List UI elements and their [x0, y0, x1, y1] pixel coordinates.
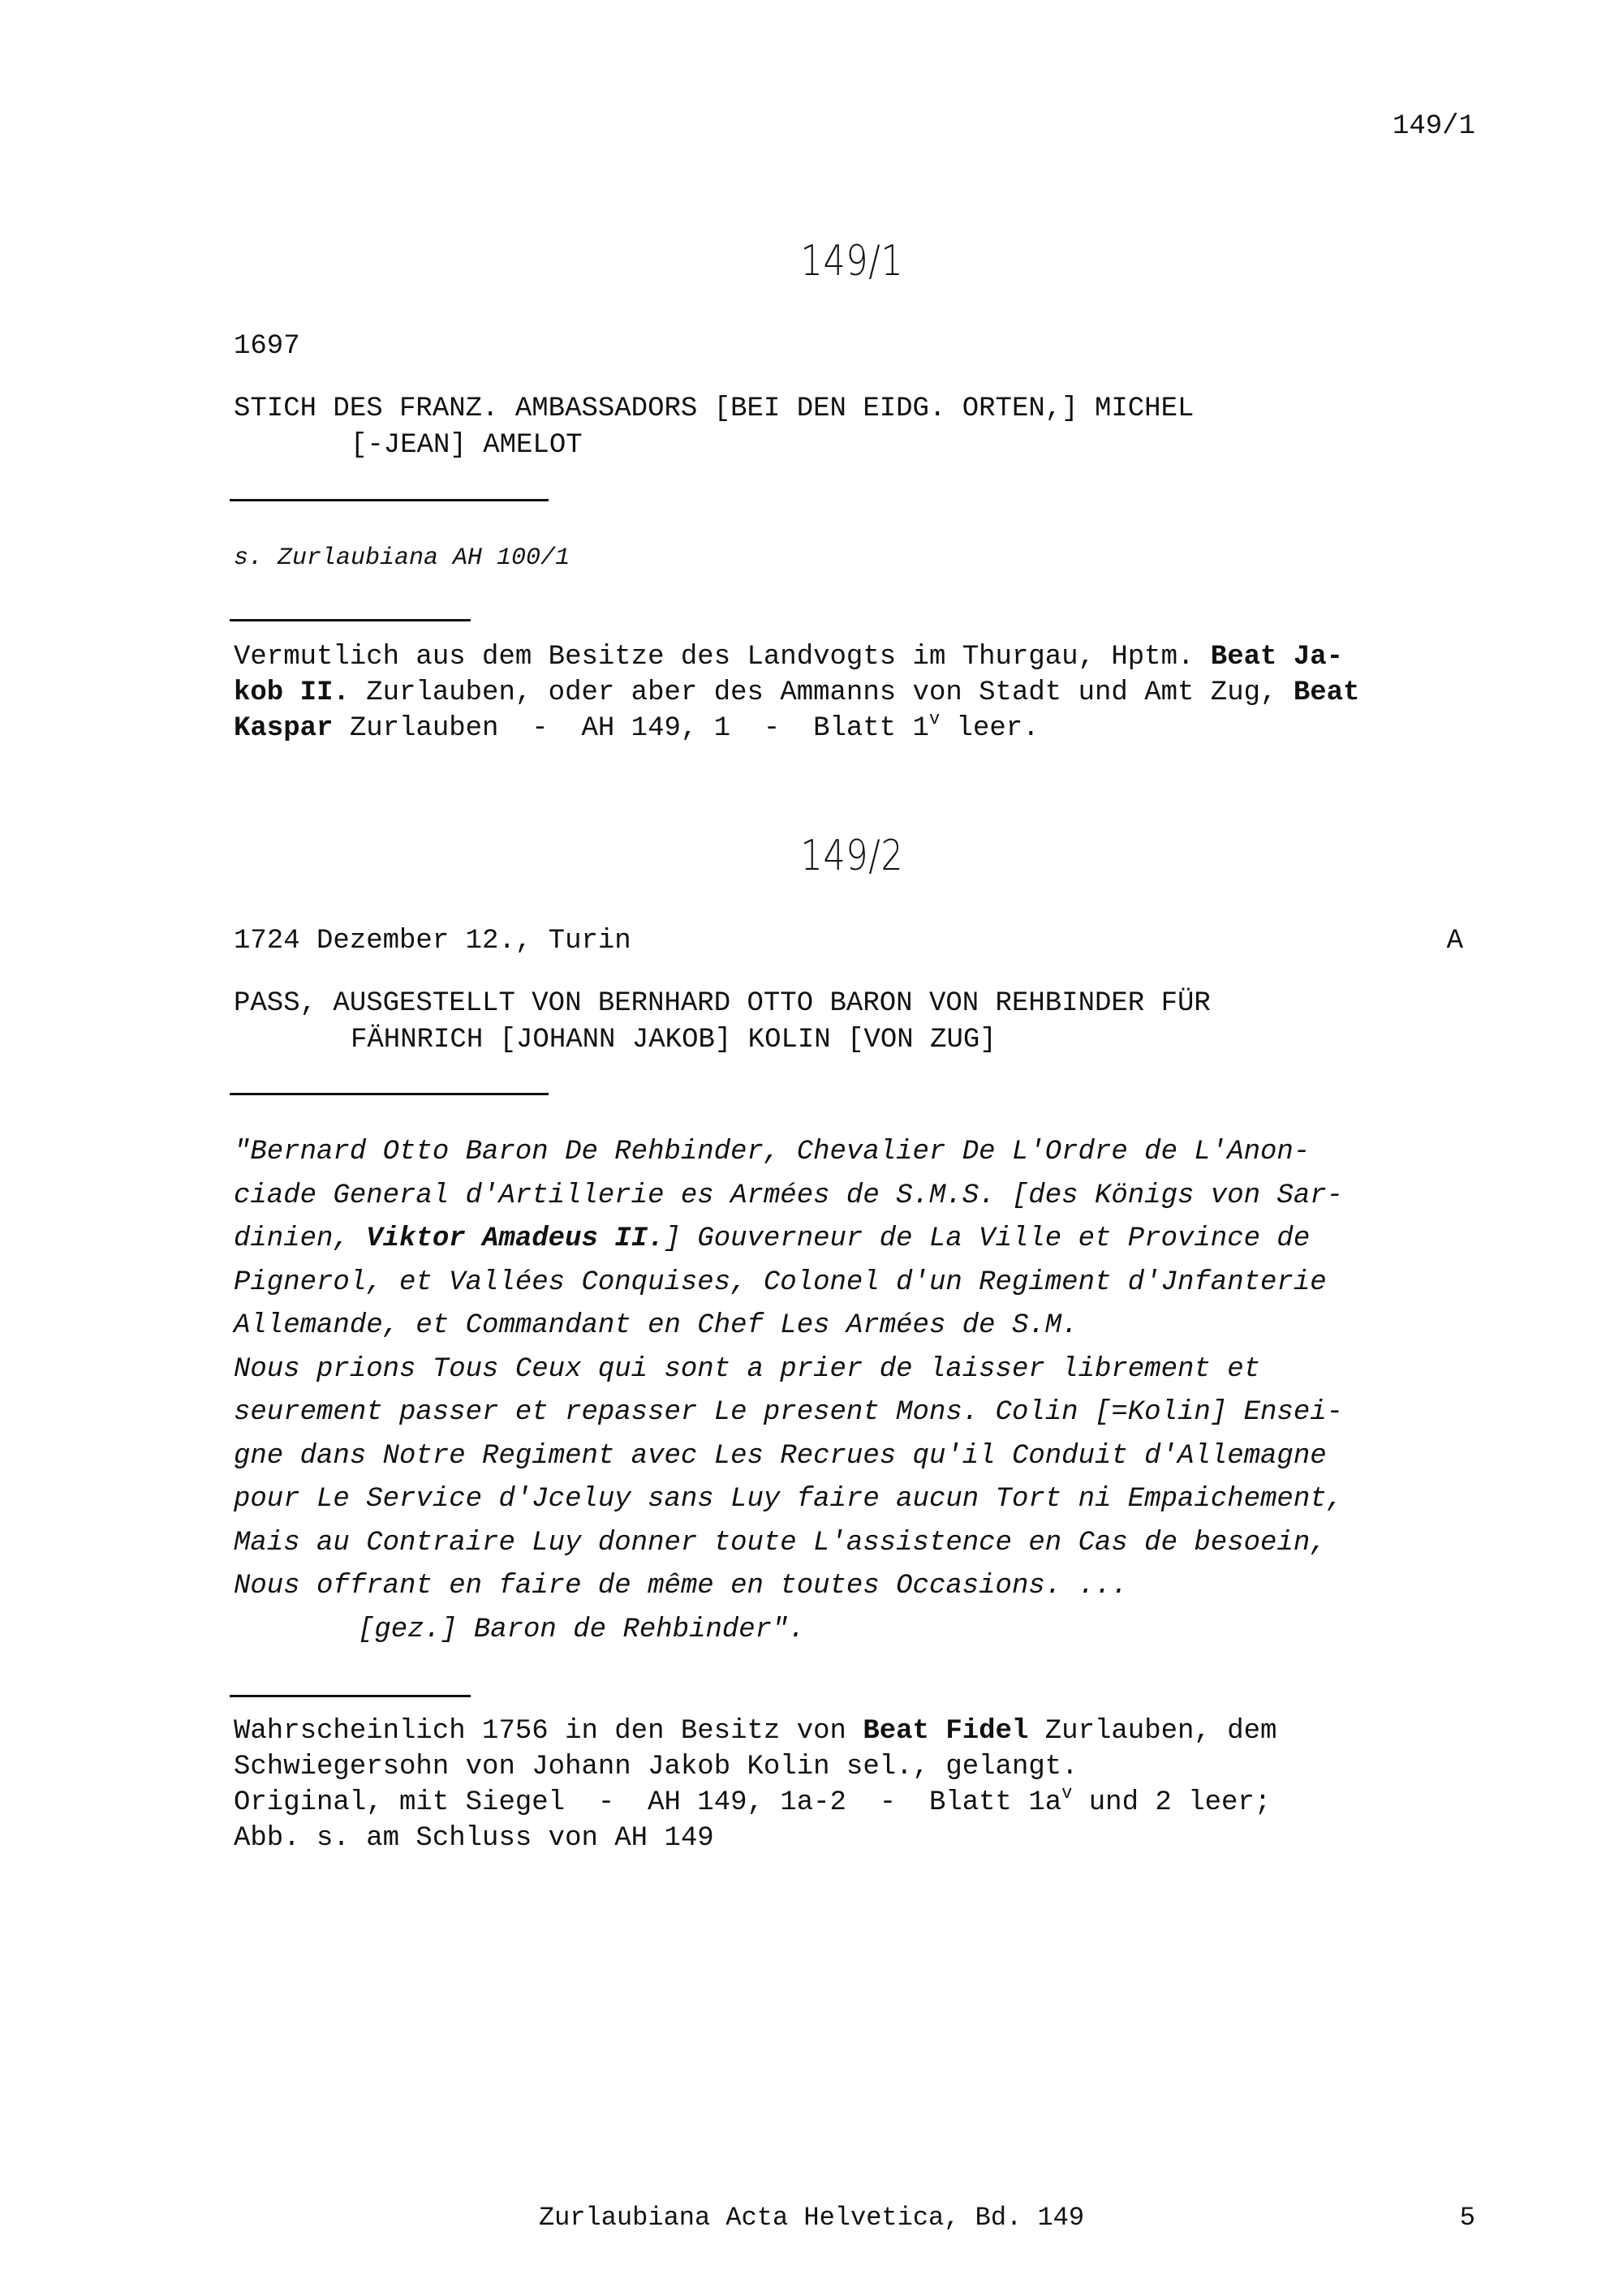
quote-line: ] Gouverneur de La Ville et Province de: [664, 1223, 1311, 1254]
note-text: Vermutlich aus dem Besitze des Landvogts im Thurgau, Hptm.: [234, 642, 1211, 673]
note-text: Zurlauben, oder aber des Ammanns von Stadt und Amt Zug,: [349, 677, 1294, 708]
verso-mark: v: [1061, 1783, 1073, 1804]
person-name: Beat: [1293, 677, 1360, 708]
entry-title-line: PASS, AUSGESTELLT VON BERNHARD OTTO BARON VON REHBINDER FÜR: [234, 988, 1211, 1019]
quote-line: "Bernard Otto Baron De Rehbinder, Chevalier De L'Ordre de L'Anon-: [234, 1137, 1311, 1167]
entry-title-line: STICH DES FRANZ. AMBASSADORS [BEI DEN EIDG. ORTEN,] MICHEL: [234, 393, 1195, 424]
divider: [230, 1695, 471, 1697]
footer-series: Zurlaubiana Acta Helvetica, Bd. 149: [538, 2203, 1085, 2233]
note-text: und 2 leer;: [1072, 1787, 1272, 1818]
note-text: Zurlauben, dem: [1028, 1716, 1277, 1747]
divider: [230, 499, 549, 501]
verso-mark: v: [928, 709, 941, 729]
note-text: Zurlauben - AH 149, 1 - Blatt 1: [333, 713, 929, 744]
note-text: Abb. s. am Schluss von AH 149: [234, 1823, 714, 1854]
page-number: 5: [1459, 2203, 1475, 2233]
person-name: Kaspar: [234, 713, 334, 744]
quote-line: ciade General d'Artillerie es Armées de S.M.S. [des Königs von Sar-: [234, 1180, 1344, 1211]
note-text: Original, mit Siegel - AH 149, 1a-2 - Blatt 1a: [234, 1787, 1062, 1818]
document-marker: A: [1446, 926, 1463, 957]
page-reference: 149/1: [1392, 111, 1475, 142]
entry-date: 1724 Dezember 12., Turin: [234, 926, 631, 957]
entry-number: 149/2: [800, 832, 904, 880]
divider: [230, 1093, 549, 1095]
provenance-note: [234, 1713, 1471, 1856]
quote-line: Nous prions Tous Ceux qui sont a prier de laisser librement et: [234, 1353, 1261, 1385]
entry-title-line: [-JEAN] AMELOT: [351, 430, 583, 461]
quote-line: pour Le Service d'Jceluy sans Luy faire aucun Tort ni Empaichement,: [234, 1484, 1344, 1515]
quote-line: gne dans Notre Regiment avec Les Recrues qu'il Conduit d'Allemagne: [234, 1440, 1327, 1472]
divider: [230, 619, 471, 621]
note-text: Schwiegersohn von Johann Jakob Kolin sel., gelangt.: [234, 1752, 1078, 1782]
quote-line: Allemande, et Commandant en Chef Les Armées de S.M.: [234, 1310, 1078, 1341]
signature-line: [gez.] Baron de Rehbinder".: [358, 1614, 805, 1645]
quote-line: dinien,: [234, 1223, 367, 1254]
person-name: kob II.: [234, 677, 350, 708]
person-name: Beat Fidel: [863, 1716, 1029, 1747]
note-text: leer.: [940, 713, 1040, 744]
quoted-text: [234, 1131, 1471, 1652]
person-name: Beat Ja-: [1210, 642, 1344, 673]
entry-date: 1697: [234, 331, 300, 362]
quote-line: Nous offrant en faire de même en toutes Occasions. ...: [234, 1571, 1128, 1602]
entry-title-line: FÄHNRICH [JOHANN JAKOB] KOLIN [VON ZUG]: [351, 1025, 997, 1056]
quote-line: Mais au Contraire Luy donner toute L'assistence en Cas de besoein,: [234, 1527, 1327, 1559]
provenance-note: [234, 639, 1471, 746]
quote-line: Pignerol, et Vallées Conquises, Colonel d'un Regiment d'Jnfanterie: [234, 1266, 1327, 1298]
cross-reference: s. Zurlaubiana AH 100/1: [234, 544, 570, 572]
entry-number: 149/1: [800, 237, 904, 286]
quote-line: seurement passer et repasser Le present Mons. Colin [=Kolin] Ensei-: [234, 1397, 1344, 1428]
person-name: Viktor Amadeus II.: [366, 1223, 665, 1254]
note-text: Wahrscheinlich 1756 in den Besitz von: [234, 1716, 863, 1747]
